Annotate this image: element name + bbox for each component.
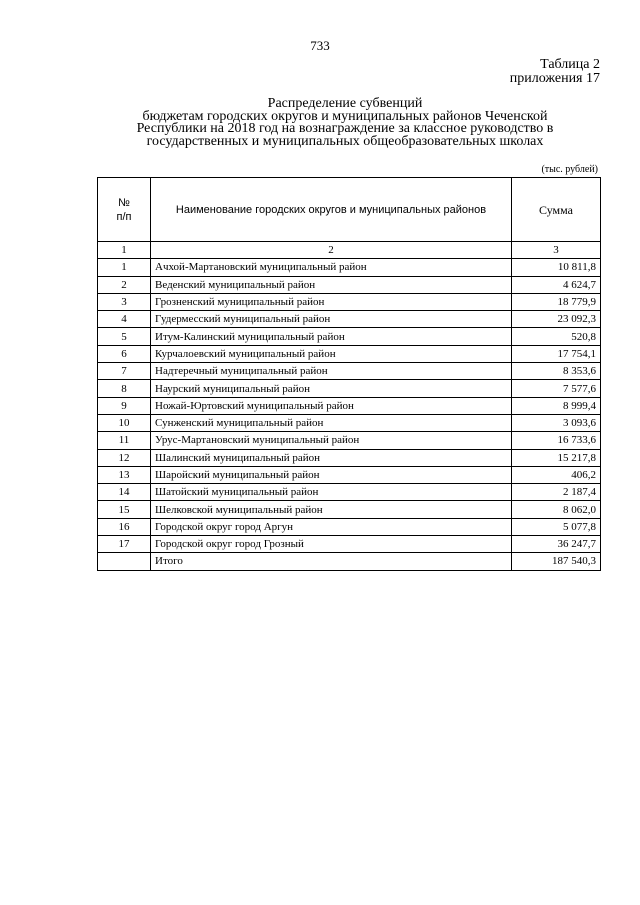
- table-row: [98, 432, 601, 449]
- document-title: [95, 98, 595, 148]
- table-row: [98, 345, 601, 362]
- row-name: Надтеречный муниципальный район: [151, 363, 512, 380]
- title-line-3: Республики на 2018 год на вознаграждение за классное руководство в: [136, 121, 554, 136]
- row-number: 17: [98, 536, 151, 553]
- row-sum: 2 187,4: [512, 484, 601, 501]
- row-number: 10: [98, 414, 151, 431]
- table-row: [98, 363, 601, 380]
- row-number: 2: [98, 276, 151, 293]
- row-name: Ачхой-Мартановский муниципальный район: [151, 259, 512, 276]
- row-sum: 18 779,9: [512, 293, 601, 310]
- row-number: 9: [98, 397, 151, 414]
- row-number: 3: [98, 293, 151, 310]
- row-sum: 17 754,1: [512, 345, 601, 362]
- row-number: 12: [98, 449, 151, 466]
- column-number-row: [98, 242, 601, 259]
- header-number: [98, 178, 151, 242]
- row-sum: 15 217,8: [512, 449, 601, 466]
- row-number: 1: [98, 259, 151, 276]
- row-name: Курчалоевский муниципальный район: [151, 345, 512, 362]
- column-number: 2: [151, 242, 512, 259]
- row-number: 6: [98, 345, 151, 362]
- title-line-1: Распределение субвенций: [267, 96, 423, 111]
- row-sum: 10 811,8: [512, 259, 601, 276]
- table-row: [98, 484, 601, 501]
- table-caption: [510, 58, 600, 86]
- row-name: Шаройский муниципальный район: [151, 466, 512, 483]
- table-label: Таблица 2: [540, 57, 600, 72]
- row-name: Сунженский муниципальный район: [151, 414, 512, 431]
- row-name: Итум-Калинский муниципальный район: [151, 328, 512, 345]
- total-number-empty: [98, 553, 151, 570]
- row-sum: 406,2: [512, 466, 601, 483]
- total-sum: 187 540,3: [512, 553, 601, 570]
- row-number: 15: [98, 501, 151, 518]
- row-number: 14: [98, 484, 151, 501]
- row-sum: 16 733,6: [512, 432, 601, 449]
- column-number: 1: [98, 242, 151, 259]
- page-number: 733: [310, 38, 330, 53]
- table-row: [98, 466, 601, 483]
- header-number-abbr: п/п: [116, 210, 132, 223]
- row-name: Городской округ город Аргун: [151, 518, 512, 535]
- row-number: 4: [98, 311, 151, 328]
- row-name: Грозненский муниципальный район: [151, 293, 512, 310]
- row-name: Гудермесский муниципальный район: [151, 311, 512, 328]
- row-sum: 7 577,6: [512, 380, 601, 397]
- table-row: [98, 276, 601, 293]
- column-number: 3: [512, 242, 601, 259]
- table-row: [98, 501, 601, 518]
- table-row: [98, 311, 601, 328]
- total-label: Итого: [151, 553, 512, 570]
- header-name: Наименование городских округов и муниципальных районов: [151, 178, 512, 242]
- row-sum: 8 999,4: [512, 397, 601, 414]
- row-name: Урус-Мартановский муниципальный район: [151, 432, 512, 449]
- header-number-symbol: №: [118, 196, 130, 209]
- row-name: Шалинский муниципальный район: [151, 449, 512, 466]
- row-sum: 36 247,7: [512, 536, 601, 553]
- table-row: [98, 397, 601, 414]
- row-number: 13: [98, 466, 151, 483]
- total-row: [98, 553, 601, 570]
- row-number: 8: [98, 380, 151, 397]
- row-name: Наурский муниципальный район: [151, 380, 512, 397]
- appendix-label: приложения 17: [509, 71, 600, 86]
- row-sum: 5 077,8: [512, 518, 601, 535]
- row-sum: 23 092,3: [512, 311, 601, 328]
- table-row: [98, 293, 601, 310]
- table-header-row: [98, 178, 601, 242]
- table-row: [98, 518, 601, 535]
- row-number: 16: [98, 518, 151, 535]
- table-row: [98, 449, 601, 466]
- row-name: Шелковской муниципальный район: [151, 501, 512, 518]
- row-name: Ножай-Юртовский муниципальный район: [151, 397, 512, 414]
- row-sum: 8 062,0: [512, 501, 601, 518]
- table-row: [98, 259, 601, 276]
- row-name: Веденский муниципальный район: [151, 276, 512, 293]
- table-row: [98, 328, 601, 345]
- row-sum: 4 624,7: [512, 276, 601, 293]
- row-sum: 3 093,6: [512, 414, 601, 431]
- units-label: (тыс. рублей): [541, 164, 598, 175]
- row-sum: 520,8: [512, 328, 601, 345]
- title-line-2: бюджетам городских округов и муниципальных районов Чеченской: [142, 108, 548, 124]
- row-name: Шатойский муниципальный район: [151, 484, 512, 501]
- row-sum: 8 353,6: [512, 363, 601, 380]
- table-row: [98, 414, 601, 431]
- header-sum: Сумма: [512, 178, 601, 242]
- row-number: 5: [98, 328, 151, 345]
- title-line-4: государственных и муниципальных общеобразовательных школах: [146, 133, 544, 149]
- row-number: 11: [98, 432, 151, 449]
- row-number: 7: [98, 363, 151, 380]
- subvention-table: [97, 177, 601, 571]
- table-row: [98, 536, 601, 553]
- table-row: [98, 380, 601, 397]
- row-name: Городской округ город Грозный: [151, 536, 512, 553]
